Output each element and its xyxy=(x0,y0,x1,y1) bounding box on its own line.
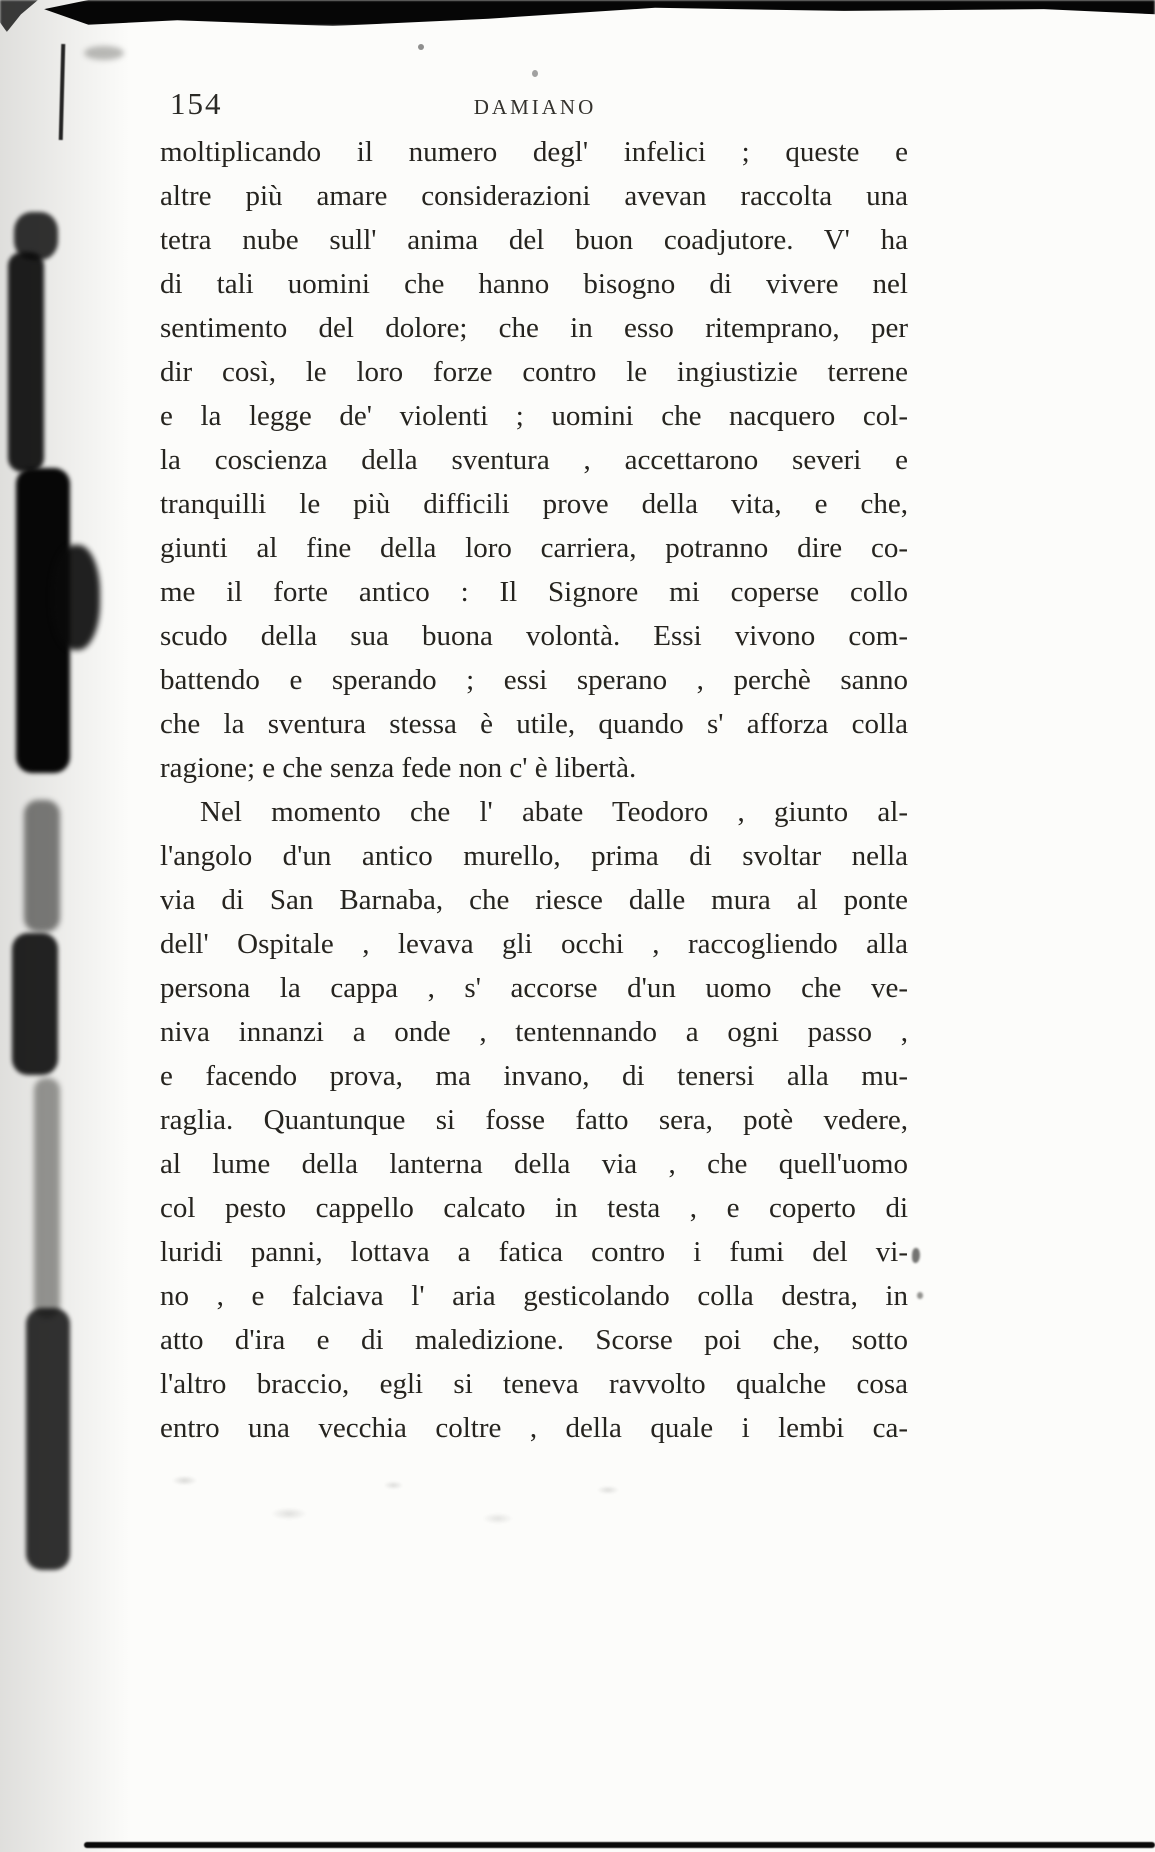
scan-smudge xyxy=(84,46,124,60)
text-line: atto d'ira e di maledizione. Scorse poi che, sotto xyxy=(160,1324,908,1356)
text-line: la coscienza della sventura , accettarono severi e xyxy=(160,444,908,476)
text-line: scudo della sua buona volontà. Essi vivono com- xyxy=(160,620,908,652)
scan-speck xyxy=(912,1248,920,1263)
text-line: me il forte antico : Il Signore mi coperse collo xyxy=(160,576,908,608)
scan-artifact-corner xyxy=(0,0,38,32)
scan-ink-line xyxy=(59,44,66,140)
text-line: entro una vecchia coltre , della quale i lembi ca- xyxy=(160,1412,908,1444)
text-line: altre più amare considerazioni avevan raccolta una xyxy=(160,180,908,212)
scan-ink-blob xyxy=(24,800,60,932)
text-line: l'altro braccio, egli si teneva ravvolto qualche cosa xyxy=(160,1368,908,1400)
text-line: no , e falciava l' aria gesticolando colla destra, in xyxy=(160,1280,908,1312)
text-line: col pesto cappello calcato in testa , e coperto di xyxy=(160,1192,908,1224)
scan-ink-blob xyxy=(14,212,58,260)
scan-artifact-top-edge xyxy=(44,0,1155,26)
text-line: moltiplicando il numero degl' infelici ; queste e xyxy=(160,136,908,168)
text-line: dell' Ospitale , levava gli occhi , raccogliendo alla xyxy=(160,928,908,960)
running-title: DAMIANO xyxy=(473,95,597,119)
text-line: che la sventura stessa è utile, quando s' afforza colla xyxy=(160,708,908,740)
scan-smudge xyxy=(115,1452,695,1547)
text-line: tranquilli le più difficili prove della vita, e che, xyxy=(160,488,908,520)
text-line: l'angolo d'un antico murello, prima di svoltar nella xyxy=(160,840,908,872)
text-line: ragione; e che senza fede non c' è libertà. xyxy=(160,752,637,784)
text-line: e facendo prova, ma invano, di tenersi alla mu- xyxy=(160,1060,908,1092)
text-line: niva innanzi a onde , tentennando a ogni passo , xyxy=(160,1016,908,1048)
text-line: via di San Barnaba, che riesce dalle mura al ponte xyxy=(160,884,908,916)
scan-ink-blob xyxy=(8,252,44,472)
text-line: Nel momento che l' abate Teodoro , giunto al- xyxy=(200,796,908,828)
page-number: 154 xyxy=(170,86,223,121)
text-line: raglia. Quantunque si fosse fatto sera, potè vedere, xyxy=(160,1104,908,1136)
scan-ink-blob xyxy=(26,1308,70,1570)
scan-ink-blob xyxy=(52,545,100,650)
text-line: di tali uomini che hanno bisogno di vivere nel xyxy=(160,268,908,300)
body-text xyxy=(160,130,908,1450)
scan-ink-blob xyxy=(34,1078,60,1318)
text-line: e la legge de' violenti ; uomini che nacquero col- xyxy=(160,400,908,432)
text-line: al lume della lanterna della via , che quell'uomo xyxy=(160,1148,908,1180)
scan-ink-blob xyxy=(12,933,58,1075)
scan-artifact-bottom-edge xyxy=(84,1842,1155,1848)
scan-speck xyxy=(418,44,424,50)
text-line: battendo e sperando ; essi sperano , perchè sanno xyxy=(160,664,908,696)
text-line: sentimento del dolore; che in esso ritemprano, per xyxy=(160,312,908,344)
page-header xyxy=(162,86,908,128)
text-line: dir così, le loro forze contro le ingiustizie terrene xyxy=(160,356,908,388)
scan-ink-blob xyxy=(16,468,70,773)
text-line: tetra nube sull' anima del buon coadjutore. V' ha xyxy=(160,224,908,256)
text-line: persona la cappa , s' accorse d'un uomo che ve- xyxy=(160,972,908,1004)
scan-binding-shadow xyxy=(0,0,130,1852)
text-line: giunti al fine della loro carriera, potranno dire co- xyxy=(160,532,908,564)
scan-speck xyxy=(917,1292,923,1299)
text-line: luridi panni, lottava a fatica contro i fumi del vi- xyxy=(160,1236,908,1268)
scan-speck xyxy=(532,70,538,77)
